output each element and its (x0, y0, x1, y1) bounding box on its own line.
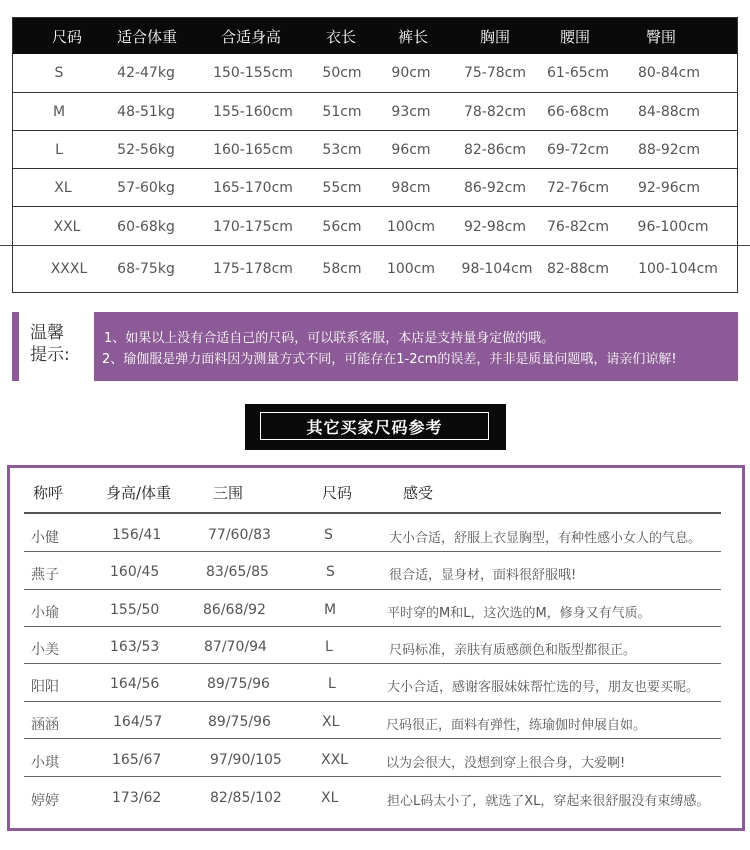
header-waist: 腰围 (559, 27, 590, 46)
buyer-height-weight: 165/67 (112, 752, 162, 768)
size-cell: S (54, 65, 64, 81)
row-divider (24, 738, 721, 739)
buyer-measurements: 89/75/96 (207, 676, 270, 692)
size-cell: 48-51kg (117, 103, 175, 120)
buyer-size: S (324, 527, 333, 543)
buyer-size: L (325, 639, 333, 655)
tip-line-1: 1、如果以上没有合适自己的尺码，可以联系客服，本店是支持量身定做的哦。 (104, 331, 555, 346)
buyer-size: XL (322, 714, 340, 730)
buyer-measurements: 77/60/83 (208, 527, 271, 543)
buyer-measurements: 86/68/92 (203, 602, 266, 618)
buyer-header-name: 称呼 (33, 484, 64, 502)
size-cell: 60-68kg (117, 218, 175, 235)
size-cell: 93cm (391, 103, 431, 120)
tip-line-2: 2、瑜伽服是弹力面料因为测量方式不同，可能存在1-2cm的误差，并非是质量问题哦，请亲们谅解! (102, 352, 677, 367)
size-cell: 72-76cm (546, 179, 609, 196)
size-cell: 56cm (322, 218, 362, 235)
size-cell: 68-75kg (117, 261, 175, 277)
size-cell: 90cm (391, 65, 431, 81)
size-cell: 96-100cm (637, 218, 709, 235)
size-cell: 53cm (322, 141, 362, 158)
header-weight: 适合体重 (116, 27, 177, 46)
buyer-name: 小美 (31, 642, 59, 658)
size-cell: 155-160cm (213, 103, 293, 120)
size-cell: 165-170cm (213, 179, 293, 196)
size-cell: 52-56kg (117, 141, 175, 158)
buyer-height-weight: 155/50 (110, 602, 160, 618)
size-row-l (13, 130, 737, 168)
size-cell: 98-104cm (461, 261, 533, 277)
size-row-s (13, 54, 737, 92)
size-cell: 86-92cm (463, 179, 526, 196)
buyer-header-size: 尺码 (322, 484, 353, 502)
size-cell: 92-96cm (637, 179, 700, 196)
row-divider (24, 776, 721, 777)
size-cell: 84-88cm (637, 103, 700, 120)
buyer-name: 小琪 (31, 755, 59, 771)
banner-title: 其它买家尺码参考 (260, 412, 489, 440)
buyer-size: L (328, 676, 336, 692)
buyer-feedback: 尺码很正，面料有弹性，练瑜伽时伸展自如。 (386, 718, 647, 733)
header-height: 合适身高 (220, 27, 281, 46)
buyer-height-weight: 163/53 (110, 639, 160, 655)
buyer-feedback: 平时穿的M和L，这次选的M，修身又有气质。 (387, 606, 651, 621)
divider-line (0, 245, 750, 246)
size-cell: 82-88cm (546, 261, 609, 277)
size-row-m (13, 92, 737, 130)
size-cell: 80-84cm (637, 65, 700, 81)
buyer-measurements: 82/85/102 (210, 790, 282, 806)
buyer-feedback: 很合适，显身材，面料很舒服哦! (389, 568, 577, 583)
buyer-measurements: 97/90/105 (210, 752, 282, 768)
buyer-header-height-weight: 身高/体重 (106, 484, 172, 502)
buyer-header-feedback: 感受 (403, 484, 434, 502)
header-size: 尺码 (51, 27, 82, 46)
buyer-header-underline (24, 512, 721, 514)
buyer-height-weight: 173/62 (112, 790, 162, 806)
buyer-height-weight: 164/57 (113, 714, 163, 730)
size-cell: 66-68cm (546, 103, 609, 120)
size-cell: 88-92cm (637, 141, 700, 158)
buyer-name: 小瑜 (31, 605, 59, 621)
size-cell: 50cm (322, 65, 362, 81)
size-row-xl (13, 168, 737, 206)
size-cell: 61-65cm (546, 65, 609, 81)
size-cell: L (55, 141, 63, 158)
row-divider (24, 626, 721, 627)
size-cell: 58cm (322, 261, 362, 277)
buyer-feedback: 担心L码太小了，就选了XL，穿起来很舒服没有束缚感。 (387, 794, 710, 809)
buyer-size: M (324, 602, 337, 618)
size-row-xxl (13, 206, 737, 246)
tips-accent-bar (12, 312, 19, 381)
size-table (12, 17, 738, 293)
size-cell: XXL (53, 218, 81, 235)
row-divider (24, 589, 721, 590)
tips-label (30, 322, 70, 366)
size-cell: 82-86cm (463, 141, 526, 158)
header-bust: 胸围 (479, 27, 510, 46)
row-divider (24, 663, 721, 664)
size-cell: M (52, 103, 66, 120)
buyer-name: 婷婷 (31, 793, 59, 809)
row-divider (24, 701, 721, 702)
header-top-length: 衣长 (325, 27, 356, 46)
tips-box (94, 312, 738, 381)
size-cell: 51cm (322, 103, 362, 120)
buyer-reference-banner (245, 404, 506, 450)
size-cell: XXXL (50, 261, 88, 277)
buyer-measurements: 89/75/96 (208, 714, 271, 730)
size-cell: 100-104cm (638, 261, 718, 277)
header-pants-length: 裤长 (397, 27, 428, 46)
buyer-name: 小健 (31, 530, 59, 546)
buyer-name: 涵涵 (31, 717, 59, 733)
buyer-name: 燕子 (31, 567, 59, 583)
size-cell: 160-165cm (213, 141, 293, 158)
buyer-size: XL (321, 790, 339, 806)
size-cell: 98cm (391, 179, 431, 196)
buyer-header-measurements: 三围 (213, 484, 244, 502)
size-table-header (13, 18, 737, 54)
tips-label-line1: 温馨 (30, 323, 64, 343)
buyer-size: XXL (321, 752, 348, 768)
buyer-measurements: 87/70/94 (204, 639, 267, 655)
size-cell: 69-72cm (546, 141, 609, 158)
size-cell: XL (54, 179, 72, 196)
size-cell: 42-47kg (117, 65, 175, 81)
size-cell: 100cm (386, 218, 436, 235)
size-cell: 92-98cm (463, 218, 526, 235)
size-cell: 150-155cm (213, 65, 293, 81)
size-cell: 175-178cm (213, 261, 293, 277)
buyer-name: 阳阳 (31, 679, 59, 695)
size-cell: 100cm (386, 261, 436, 277)
size-cell: 96cm (391, 141, 431, 158)
size-cell: 75-78cm (463, 65, 526, 81)
buyer-size: S (326, 564, 335, 580)
buyer-height-weight: 164/56 (110, 676, 160, 692)
size-cell: 76-82cm (546, 218, 609, 235)
buyer-feedback: 大小合适，感谢客服妹妹帮忙选的号，朋友也要买呢。 (387, 680, 700, 695)
buyer-measurements: 83/65/85 (206, 564, 269, 580)
buyer-height-weight: 160/45 (110, 564, 160, 580)
buyer-height-weight: 156/41 (112, 527, 162, 543)
size-cell: 57-60kg (117, 179, 175, 196)
header-hip: 臀围 (645, 27, 676, 46)
buyer-feedback: 以为会很大，没想到穿上很合身，大爱啊! (386, 756, 626, 771)
size-cell: 78-82cm (463, 103, 526, 120)
row-divider (24, 551, 721, 552)
tips-label-line2: 提示: (30, 345, 70, 365)
size-row-xxxl (13, 246, 737, 292)
buyer-feedback: 尺码标准，亲肤有质感颜色和版型都很正。 (389, 643, 637, 658)
size-cell: 170-175cm (213, 218, 293, 235)
size-cell: 55cm (322, 179, 362, 196)
buyer-feedback: 大小合适，舒服上衣显胸型，有种性感小女人的气息。 (389, 531, 702, 546)
